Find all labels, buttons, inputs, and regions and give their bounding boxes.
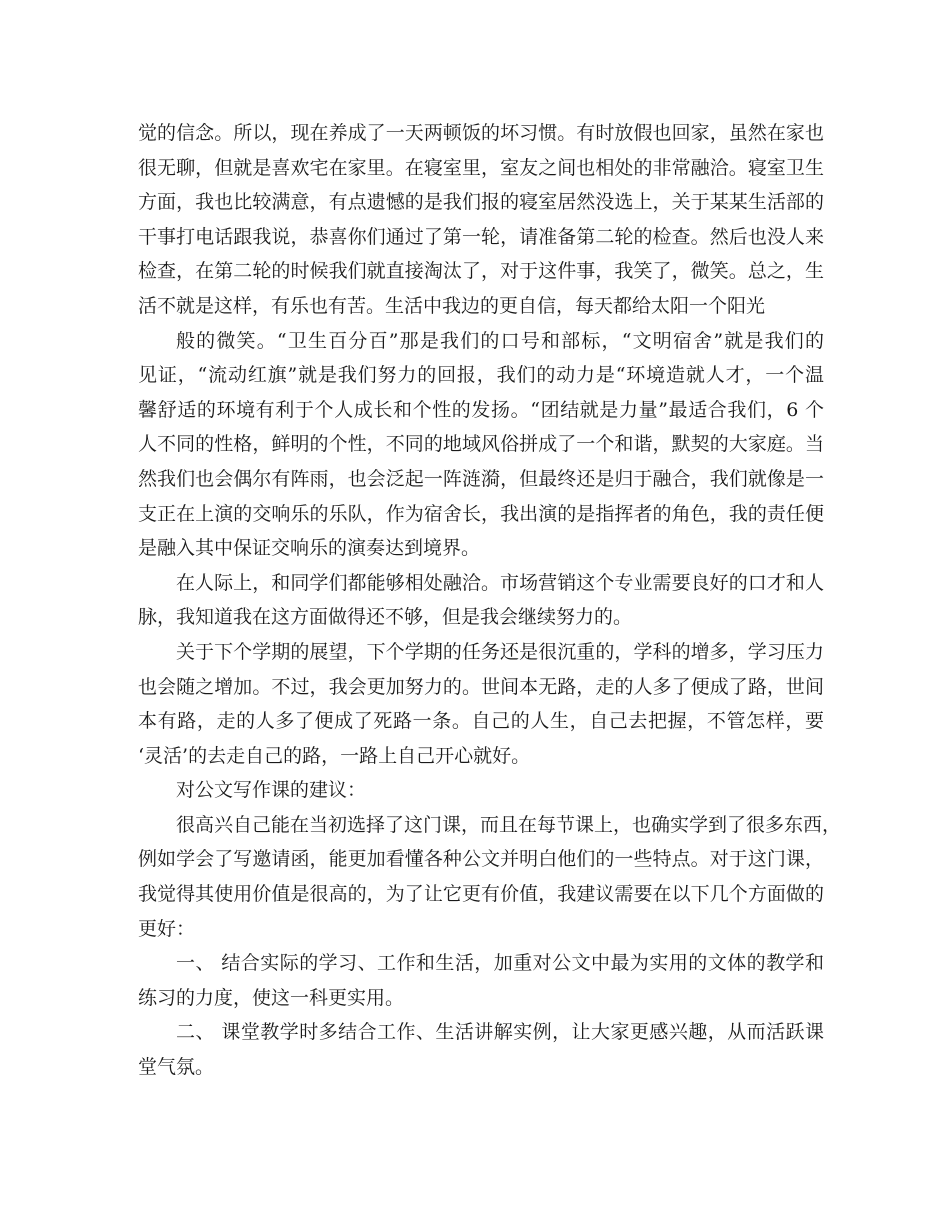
- text-line: 方面，我也比较满意，有点遗憾的是我们报的寝室居然没选上，关于某某生活部的: [138, 191, 824, 214]
- list-item-first-line: 一、 结合实际的学习、工作和生活，加重对公文中最为实用的文体的教学和: [176, 952, 824, 975]
- text-line: 堂气氛。: [138, 1056, 215, 1079]
- text-line: 本有路，走的人多了便成了死路一条。自己的人生，自己去把握，不管怎样，要: [138, 710, 824, 733]
- text-line: 很无聊，但就是喜欢宅在家里。在寝室里，室友之间也相处的非常融洽。寝室卫生: [138, 156, 824, 179]
- paragraph-first-line: 般的微笑。“卫生百分百”那是我们的口号和部标，“文明宿舍”就是我们的: [176, 329, 824, 352]
- text-line: 我觉得其使用价值是很高的，为了让它更有价值，我建议需要在以下几个方面做的: [138, 883, 824, 906]
- text-line: 练习的力度，使这一科更实用。: [138, 986, 405, 1009]
- text-line: 是融入其中保证交响乐的演奏达到境界。: [138, 537, 481, 560]
- text-line: 例如学会了写邀请函，能更加看懂各种公文并明白他们的一些特点。对于这门课，: [138, 848, 824, 871]
- paragraph-first-line: 关于下个学期的展望，下个学期的任务还是很沉重的，学科的增多，学习压力: [176, 640, 824, 663]
- section-heading: 对公文写作课的建议：: [176, 779, 367, 802]
- text-line: 检查，在第二轮的时候我们就直接淘汰了，对于这件事，我笑了，微笑。总之，生: [138, 260, 824, 283]
- text-line: 人不同的性格，鲜明的个性，不同的地域风俗拼成了一个和谐，默契的大家庭。当: [138, 433, 824, 456]
- text-line: ‘灵活’的去走自己的路，一路上自己开心就好。: [138, 744, 531, 767]
- paragraph-first-line: 在人际上，和同学们都能够相处融洽。市场营销这个专业需要良好的口才和人: [176, 571, 824, 594]
- text-line: 馨舒适的环境有利于个人成长和个性的发扬。“团结就是力量”最适合我们，6 个: [138, 398, 824, 421]
- text-line: 然我们也会偶尔有阵雨，也会泛起一阵涟漪，但最终还是归于融合，我们就像是一: [138, 467, 824, 490]
- text-line: 干事打电话跟我说，恭喜你们通过了第一轮，请准备第二轮的检查。然后也没人来: [138, 225, 824, 248]
- text-line: 也会随之增加。不过，我会更加努力的。世间本无路，走的人多了便成了路，世间: [138, 675, 824, 698]
- paragraph-first-line: 很高兴自己能在当初选择了这门课，而且在每节课上，也确实学到了很多东西，: [176, 813, 842, 836]
- text-line: 活不就是这样，有乐也有苦。生活中我边的更自信，每天都给太阳一个阳光: [138, 294, 766, 317]
- list-item-first-line: 二、 课堂教学时多结合工作、生活讲解实例，让大家更感兴趣，从而活跃课: [176, 1021, 824, 1044]
- text-line: 脉，我知道我在这方面做得还不够，但是我会继续努力的。: [138, 606, 633, 629]
- document-body: [138, 116, 842, 1085]
- text-line: 更好：: [138, 917, 196, 940]
- text-line: 支正在上演的交响乐的乐队，作为宿舍长，我出演的是指挥者的角色，我的责任便: [138, 502, 824, 525]
- text-line: 见证，“流动红旗”就是我们努力的回报，我们的动力是“环境造就人才，一个温: [138, 364, 824, 387]
- text-line: 觉的信念。所以，现在养成了一天两顿饭的坏习惯。有时放假也回家，虽然在家也: [138, 122, 824, 144]
